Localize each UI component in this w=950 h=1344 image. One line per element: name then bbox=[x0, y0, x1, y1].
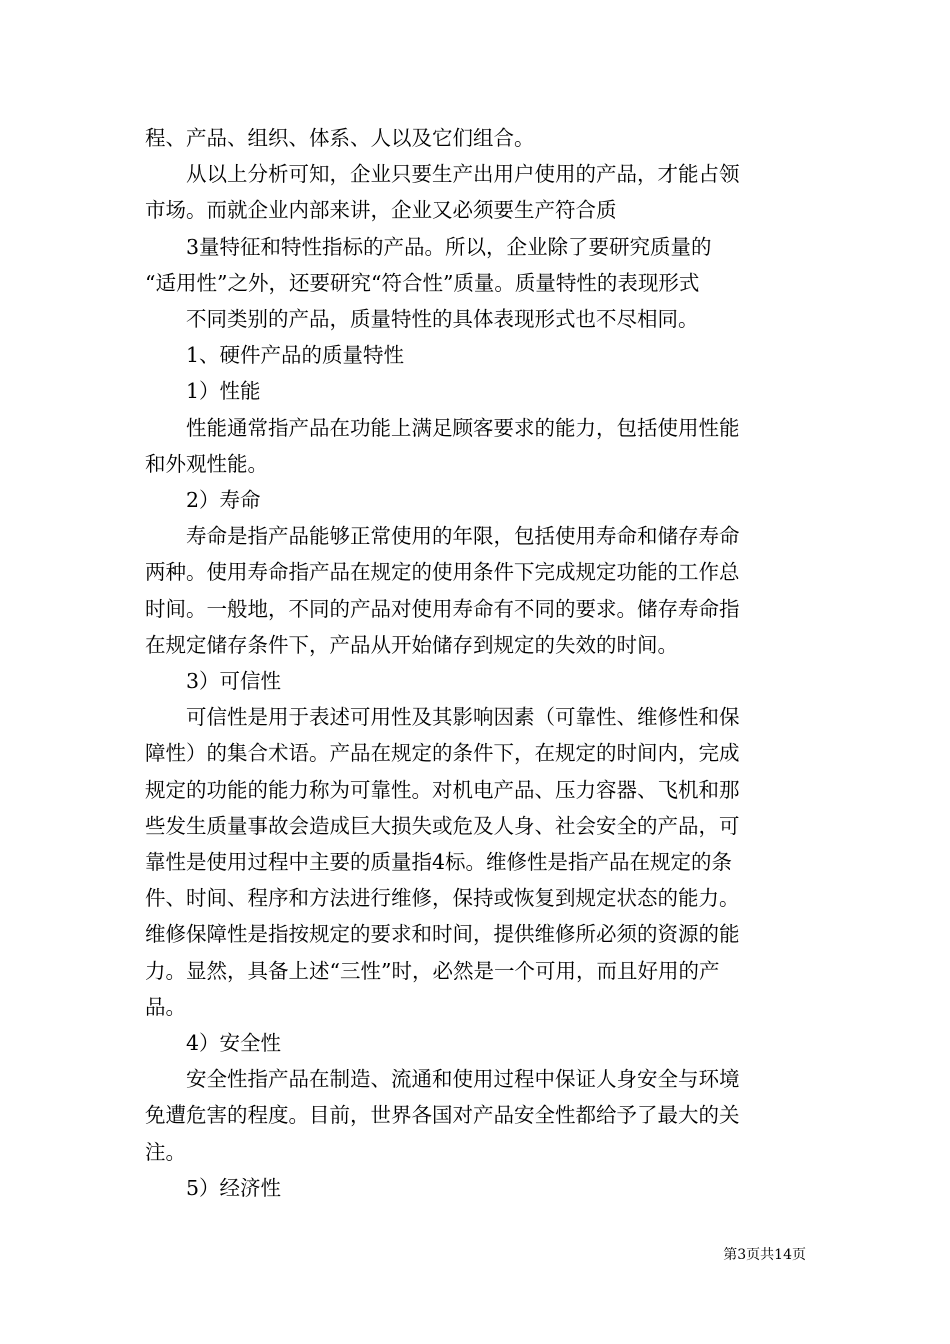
paragraph bbox=[145, 699, 807, 1025]
body-text bbox=[145, 120, 807, 1206]
paragraph bbox=[145, 337, 807, 373]
text-line: 1）性能 bbox=[186, 379, 261, 404]
page-footer: 第3页共14页 bbox=[723, 1247, 806, 1263]
text-line: 4）安全性 bbox=[186, 1031, 282, 1056]
paragraph bbox=[145, 482, 807, 518]
text-line: 件、时间、程序和方法进行维修，保持或恢复到规定状态的能力。 bbox=[145, 886, 740, 911]
text-line: 1、硬件产品的质量特性 bbox=[186, 343, 405, 368]
text-line: 不同类别的产品，质量特性的具体表现形式也不尽相同。 bbox=[186, 307, 699, 332]
text-line: 市场。而就企业内部来讲，企业又必须要生产符合质 bbox=[145, 198, 617, 223]
paragraph bbox=[145, 156, 807, 228]
text-line: 和外观性能。 bbox=[145, 451, 268, 476]
text-line: 免遭危害的程度。目前，世界各国对产品安全性都给予了最大的关 bbox=[145, 1103, 740, 1128]
text-line: 品。 bbox=[145, 994, 186, 1019]
text-line: 程、产品、组织、体系、人以及它们组合。 bbox=[145, 126, 535, 150]
paragraph bbox=[145, 1061, 807, 1170]
paragraph bbox=[145, 518, 807, 663]
text-line: 可信性是用于表述可用性及其影响因素（可靠性、维修性和保 bbox=[186, 705, 740, 730]
text-line: 时间。一般地，不同的产品对使用寿命有不同的要求。储存寿命指 bbox=[145, 596, 740, 621]
text-line: 在规定储存条件下，产品从开始储存到规定的失效的时间。 bbox=[145, 632, 678, 657]
paragraph bbox=[145, 410, 807, 482]
text-line: 5）经济性 bbox=[186, 1175, 282, 1200]
text-line: 两种。使用寿命指产品在规定的使用条件下完成规定功能的工作总 bbox=[145, 560, 740, 585]
text-line: 些发生质量事故会造成巨大损失或危及人身、社会安全的产品，可 bbox=[145, 813, 740, 838]
text-line: 注。 bbox=[145, 1139, 186, 1164]
paragraph bbox=[145, 373, 807, 409]
text-line: 2）寿命 bbox=[186, 488, 261, 513]
text-line: 3）可信性 bbox=[186, 669, 282, 694]
text-line: 力。显然，具备上述“三性”时，必然是一个可用，而且好用的产 bbox=[145, 958, 720, 983]
text-line: 维修保障性是指按规定的要求和时间，提供维修所必须的资源的能 bbox=[145, 922, 740, 947]
paragraph bbox=[145, 229, 807, 301]
paragraph bbox=[145, 663, 807, 699]
text-line: 障性）的集合术语。产品在规定的条件下，在规定的时间内，完成 bbox=[145, 741, 740, 766]
text-line: 3量特征和特性指标的产品。所以，企业除了要研究质量的 bbox=[186, 234, 712, 259]
paragraph bbox=[145, 301, 807, 337]
text-line: 性能通常指产品在功能上满足顾客要求的能力，包括使用性能 bbox=[186, 415, 740, 440]
paragraph bbox=[145, 1170, 807, 1206]
text-line: 靠性是使用过程中主要的质量指4标。维修性是指产品在规定的条 bbox=[145, 850, 733, 875]
text-line: 安全性指产品在制造、流通和使用过程中保证人身安全与环境 bbox=[186, 1067, 740, 1092]
text-line: “适用性”之外，还要研究“符合性”质量。质量特性的表现形式 bbox=[145, 270, 700, 295]
text-line: 从以上分析可知，企业只要生产出用户使用的产品，才能占领 bbox=[186, 162, 740, 187]
text-line: 寿命是指产品能够正常使用的年限，包括使用寿命和储存寿命 bbox=[186, 524, 740, 549]
paragraph bbox=[145, 120, 807, 156]
text-line: 规定的功能的能力称为可靠性。对机电产品、压力容器、飞机和那 bbox=[145, 777, 740, 802]
paragraph bbox=[145, 1025, 807, 1061]
